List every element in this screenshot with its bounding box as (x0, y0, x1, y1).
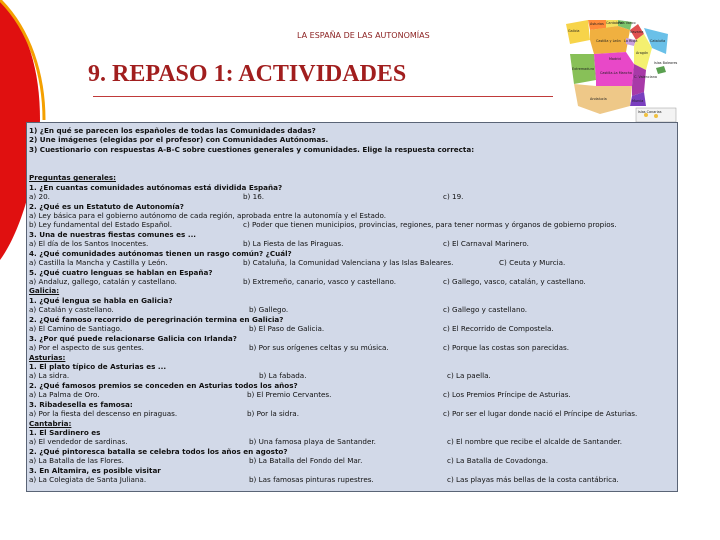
answer-c: c) Los Premios Príncipe de Asturias. (443, 390, 571, 400)
map-label-extremadura: Extremadura (572, 67, 595, 71)
section-heading-cantabria: Cantabria: (29, 418, 72, 428)
answer-row (29, 220, 675, 229)
answer-b: b) Gallego. (249, 305, 289, 315)
activities-content-box (26, 122, 678, 492)
answer-a: a) Castilla la Mancha y Castilla y León. (29, 258, 168, 268)
map-label-pais-vasco: País Vasco (618, 21, 636, 25)
spacer (29, 164, 675, 173)
answer-c: c) Gallego y castellano. (443, 305, 528, 315)
instruction-1: 1) ¿En qué se parecen los españoles de todas las Comunidades dadas? (29, 126, 316, 135)
question: 4. ¿Qué comunidades autónomas tienen un rasgo común? ¿Cuál? (29, 248, 292, 258)
answer-row (29, 456, 675, 465)
answer-c: c) El nombre que recibe el alcalde de Santander. (447, 437, 623, 447)
answer-b: b) Cataluña, la Comunidad Valenciana y las Islas Baleares. (243, 258, 454, 268)
answer-row (29, 258, 675, 267)
question: 5. ¿Qué cuatro lenguas se hablan en España? (29, 267, 213, 277)
answer-row (29, 324, 675, 333)
answer-b: b) La fabada. (259, 371, 307, 381)
question: 3. ¿Por qué puede relacionarse Galicia con Irlanda? (29, 333, 237, 343)
answer-row (29, 390, 675, 399)
question: 1. El plato típico de Asturias es ... (29, 361, 167, 371)
map-label-galicia: Galicia (568, 29, 580, 33)
answer-row (29, 192, 675, 201)
answer-a: a) Andaluz, gallego, catalán y castellano. (29, 277, 177, 286)
map-label-madrid: Madrid (609, 57, 621, 61)
question: 3. Una de nuestras fiestas comunes es ... (29, 229, 197, 239)
map-label-baleares: Islas Baleares (654, 61, 678, 65)
instruction-2: 2) Une imágenes (elegidas por el profesor) con Comunidades Autónomas. (29, 135, 329, 145)
answer-b: b) Extremeño, canario, vasco y castellano. (243, 277, 397, 286)
question: 2. ¿Qué pintoresca batalla se celebra todos los años en agosto? (29, 446, 288, 456)
section-heading-general: Preguntas generales: (29, 173, 117, 183)
answer-c: c) Porque las costas son parecidas. (443, 343, 570, 353)
answer-row (29, 475, 675, 484)
map-label-castilla-la-mancha: Castilla-La Mancha (600, 71, 632, 75)
answer-b: b) El Premio Cervantes. (247, 390, 332, 400)
answer-row (29, 437, 675, 446)
answer-a: a) La Batalla de las Flores. (29, 456, 124, 466)
question: 3. Ribadesella es famosa: (29, 399, 133, 409)
answer-c: c) Poder que tienen municipios, provincias, regiones, para tener normas y órganos de gobierno propios. (243, 220, 617, 230)
answer-c: c) La Batalla de Covadonga. (447, 456, 549, 466)
answer-a: a) La sidra. (29, 371, 70, 381)
answer-a: a) Catalán y castellano. (29, 305, 114, 315)
answer-row (29, 371, 675, 380)
map-label-valenciana: C. Valenciana (634, 75, 657, 79)
question: 1. ¿Qué lengua se habla en Galicia? (29, 295, 173, 305)
answer-c: c) Por ser el lugar donde nació el Príncipe de Asturias. (443, 409, 638, 419)
answer-a: a) Ley básica para el gobierno autónomo de cada región, aprobada entre la autonomía y el Estado. (29, 210, 387, 220)
map-label-asturias: Asturias (590, 22, 604, 26)
map-label-cataluna: Cataluña (650, 39, 666, 43)
map-label-navarra: Navarra (630, 30, 644, 34)
question: 1. ¿En cuantas comunidades autónomas está dividida España? (29, 182, 283, 192)
answer-row (29, 305, 675, 314)
map-label-castilla-leon: Castilla y León (596, 39, 621, 43)
spain-autonomies-map-icon (560, 14, 678, 124)
map-label-canarias: Islas Canarias (638, 110, 662, 114)
answer-c: c) Las playas más bellas de la costa cantábrica. (447, 475, 619, 485)
answer-c: C) Ceuta y Murcia. (499, 258, 566, 268)
answer-c: c) Gallego, vasco, catalán, y castellano. (443, 277, 586, 286)
answer-b: b) La Batalla del Fondo del Mar. (249, 456, 363, 466)
answer-a: a) 20. (29, 192, 50, 202)
question: 1. El Sardinero es (29, 428, 101, 437)
answer-b: b) Por sus orígenes celtas y su música. (249, 343, 389, 353)
spacer (29, 154, 675, 163)
answer-row (29, 239, 675, 248)
answer-b: b) 16. (243, 192, 265, 202)
answer-c: c) El Recorrido de Compostela. (443, 324, 554, 334)
answer-b: b) Por la sidra. (247, 409, 300, 419)
question: 2. ¿Qué famosos premios se conceden en Asturias todos los años? (29, 380, 298, 390)
answer-a: a) Por la fiesta del descenso en piraguas. (29, 409, 178, 419)
answer-b: b) La Fiesta de las Piraguas. (243, 239, 344, 249)
answer-a: a) La Colegiata de Santa Juliana. (29, 475, 147, 485)
question: 3. En Altamira, es posible visitar (29, 465, 161, 475)
answer-a: a) La Palma de Oro. (29, 390, 100, 400)
answer-a: a) El Camino de Santiago. (29, 324, 123, 334)
answer-c: c) La paella. (447, 371, 491, 381)
instruction-3: 3) Cuestionario con respuestas A-B-C sobre cuestiones generales y comunidades. Elige la respuesta correcta: (29, 144, 475, 154)
answer-b: b) Las famosas pinturas rupestres. (249, 475, 374, 485)
answer-c: c) El Carnaval Marinero. (443, 239, 529, 249)
header-small-title: LA ESPAÑA DE LAS AUTONOMÍAS (297, 31, 430, 40)
question: 2. ¿Qué es un Estatuto de Autonomía? (29, 201, 184, 211)
title-divider (93, 96, 553, 97)
answer-b: b) Una famosa playa de Santander. (249, 437, 376, 447)
map-label-aragon: Aragón (636, 51, 649, 55)
answer-a: a) El vendedor de sardinas. (29, 437, 128, 447)
answer-b: b) Ley fundamental del Estado Español. (29, 220, 173, 230)
section-heading-asturias: Asturias: (29, 352, 66, 362)
map-label-la-rioja: La Rioja (624, 39, 638, 43)
map-label-murcia: Murcia (632, 99, 644, 103)
answer-row (29, 277, 675, 286)
map-label-andalucia: Andalucía (590, 97, 607, 101)
answer-b: b) El Paso de Galicia. (249, 324, 325, 334)
answer-row (29, 409, 675, 418)
page-title: 9. REPASO 1: ACTIVIDADES (88, 61, 407, 87)
question: 2. ¿Qué famoso recorrido de peregrinación termina en Galicia? (29, 314, 284, 324)
section-heading-galicia: Galicia: (29, 286, 60, 296)
answer-a: a) Por el aspecto de sus gentes. (29, 343, 144, 353)
answer-a: a) El día de los Santos Inocentes. (29, 239, 149, 249)
map-label-cantabria: Cantabria (606, 21, 623, 25)
answer-row (29, 343, 675, 352)
answer-c: c) 19. (443, 192, 464, 202)
